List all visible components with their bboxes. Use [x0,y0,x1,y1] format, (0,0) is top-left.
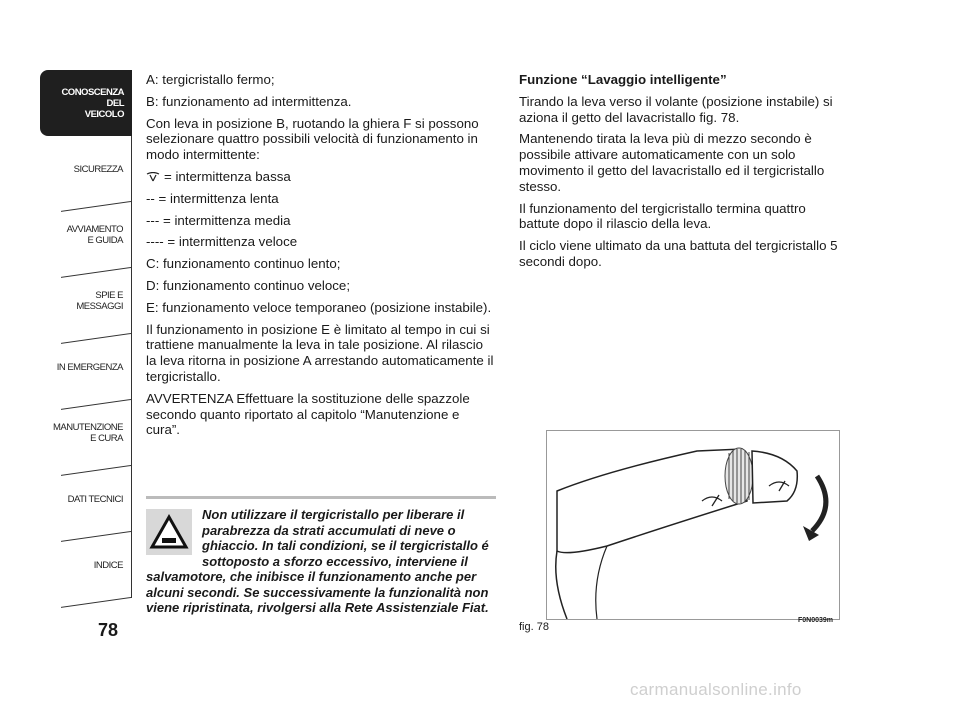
paragraph-2: Mantenendo tirata la leva più di mezzo secondo è possibile attivare automaticamente con un solo movimento il getto del lavacristallo ed il tergicristallo stesso. [519,131,825,194]
warning-box [146,496,496,616]
tab-avviamento-e-guida[interactable]: AVVIAMENTO E GUIDA [40,202,132,268]
watermark: carmanualsonline.info [630,680,802,699]
warning-text: Non utilizzare il tergicristallo per liberare il parabrezza da strati accumulati di neve o ghiaccio. In tali condizioni, se il tergicristallo é sottoposto a sforzo eccessivo, interviene il salvamotore, che inibisce il funzionamento anche per alcuni secondi. Se successivamente la funzionalità non viene ripristinata, rivolgersi alla Rete Assistenziale Fiat. [146,507,489,615]
figure-78 [546,430,840,620]
item-a: A: tergicristallo fermo; [146,72,275,87]
wiper-lever-illustration [547,431,839,619]
intermittenza-lenta: -- = intermittenza lenta [146,190,279,206]
item-e: E: funzionamento veloce temporaneo (posizione instabile). [146,299,492,315]
intermittenza-bassa-text: = intermittenza bassa [164,168,291,184]
paragraph-ghiera: Con leva in posizione B, ruotando la ghiera F si possono selezionare quattro possibili velocità di funzionamento in modo intermittente: [146,115,479,163]
paragraph-posizione-e: Il funzionamento in posizione E è limitato al tempo in cui si trattiene manualmente la leva in tale posizione. Al rilascio la leva ritorna in posizione A arrestando automaticamente il tergicristallo. [146,321,494,384]
item-c: C: funzionamento continuo lento; [146,256,341,272]
intermittenza-bassa-row [146,169,496,185]
page-number: 78 [98,620,119,640]
figure-code: F0N0039m [798,617,834,624]
figure-caption: fig. 78 [519,621,549,633]
paragraph-avvertenza: AVVERTENZA Effettuare la sostituzione delle spazzole secondo quanto riportato al capitolo “Manutenzione e cura”. [146,390,470,438]
intermittent-wiper-icon [146,172,160,182]
paragraph-4: Il ciclo viene ultimato da una battuta del tergicristallo 5 secondi dopo. [519,238,838,269]
item-b: B: funzionamento ad intermittenza. [146,93,352,109]
right-column [519,72,849,276]
tab-in-emergenza[interactable]: IN EMERGENZA [40,334,132,400]
intermittenza-media: --- = intermittenza media [146,212,291,228]
section-heading: Funzione “Lavaggio intelligente” [519,72,727,87]
paragraph-3: Il funzionamento del tergicristallo termina quattro battute dopo il rilascio della leva. [519,200,806,232]
item-d: D: funzionamento continuo veloce; [146,277,351,293]
tab-sicurezza[interactable]: SICUREZZA [40,136,132,202]
tab-manutenzione-e-cura[interactable]: MANUTENZIONE E CURA [40,400,132,466]
left-column [146,72,496,444]
chapter-sidebar [40,70,132,598]
tab-indice[interactable]: INDICE [40,532,132,598]
intermittenza-veloce: ---- = intermittenza veloce [146,234,298,250]
warning-icon [146,509,192,555]
tab-conoscenza-del-veicolo[interactable]: CONOSCENZA DEL VEICOLO [40,70,132,136]
tab-dati-tecnici[interactable]: DATI TECNICI [40,466,132,532]
paragraph-1: Tirando la leva verso il volante (posizione instabile) si aziona il getto del lavacristallo fig. 78. [519,93,833,125]
tab-spie-e-messaggi[interactable]: SPIE E MESSAGGI [40,268,132,334]
